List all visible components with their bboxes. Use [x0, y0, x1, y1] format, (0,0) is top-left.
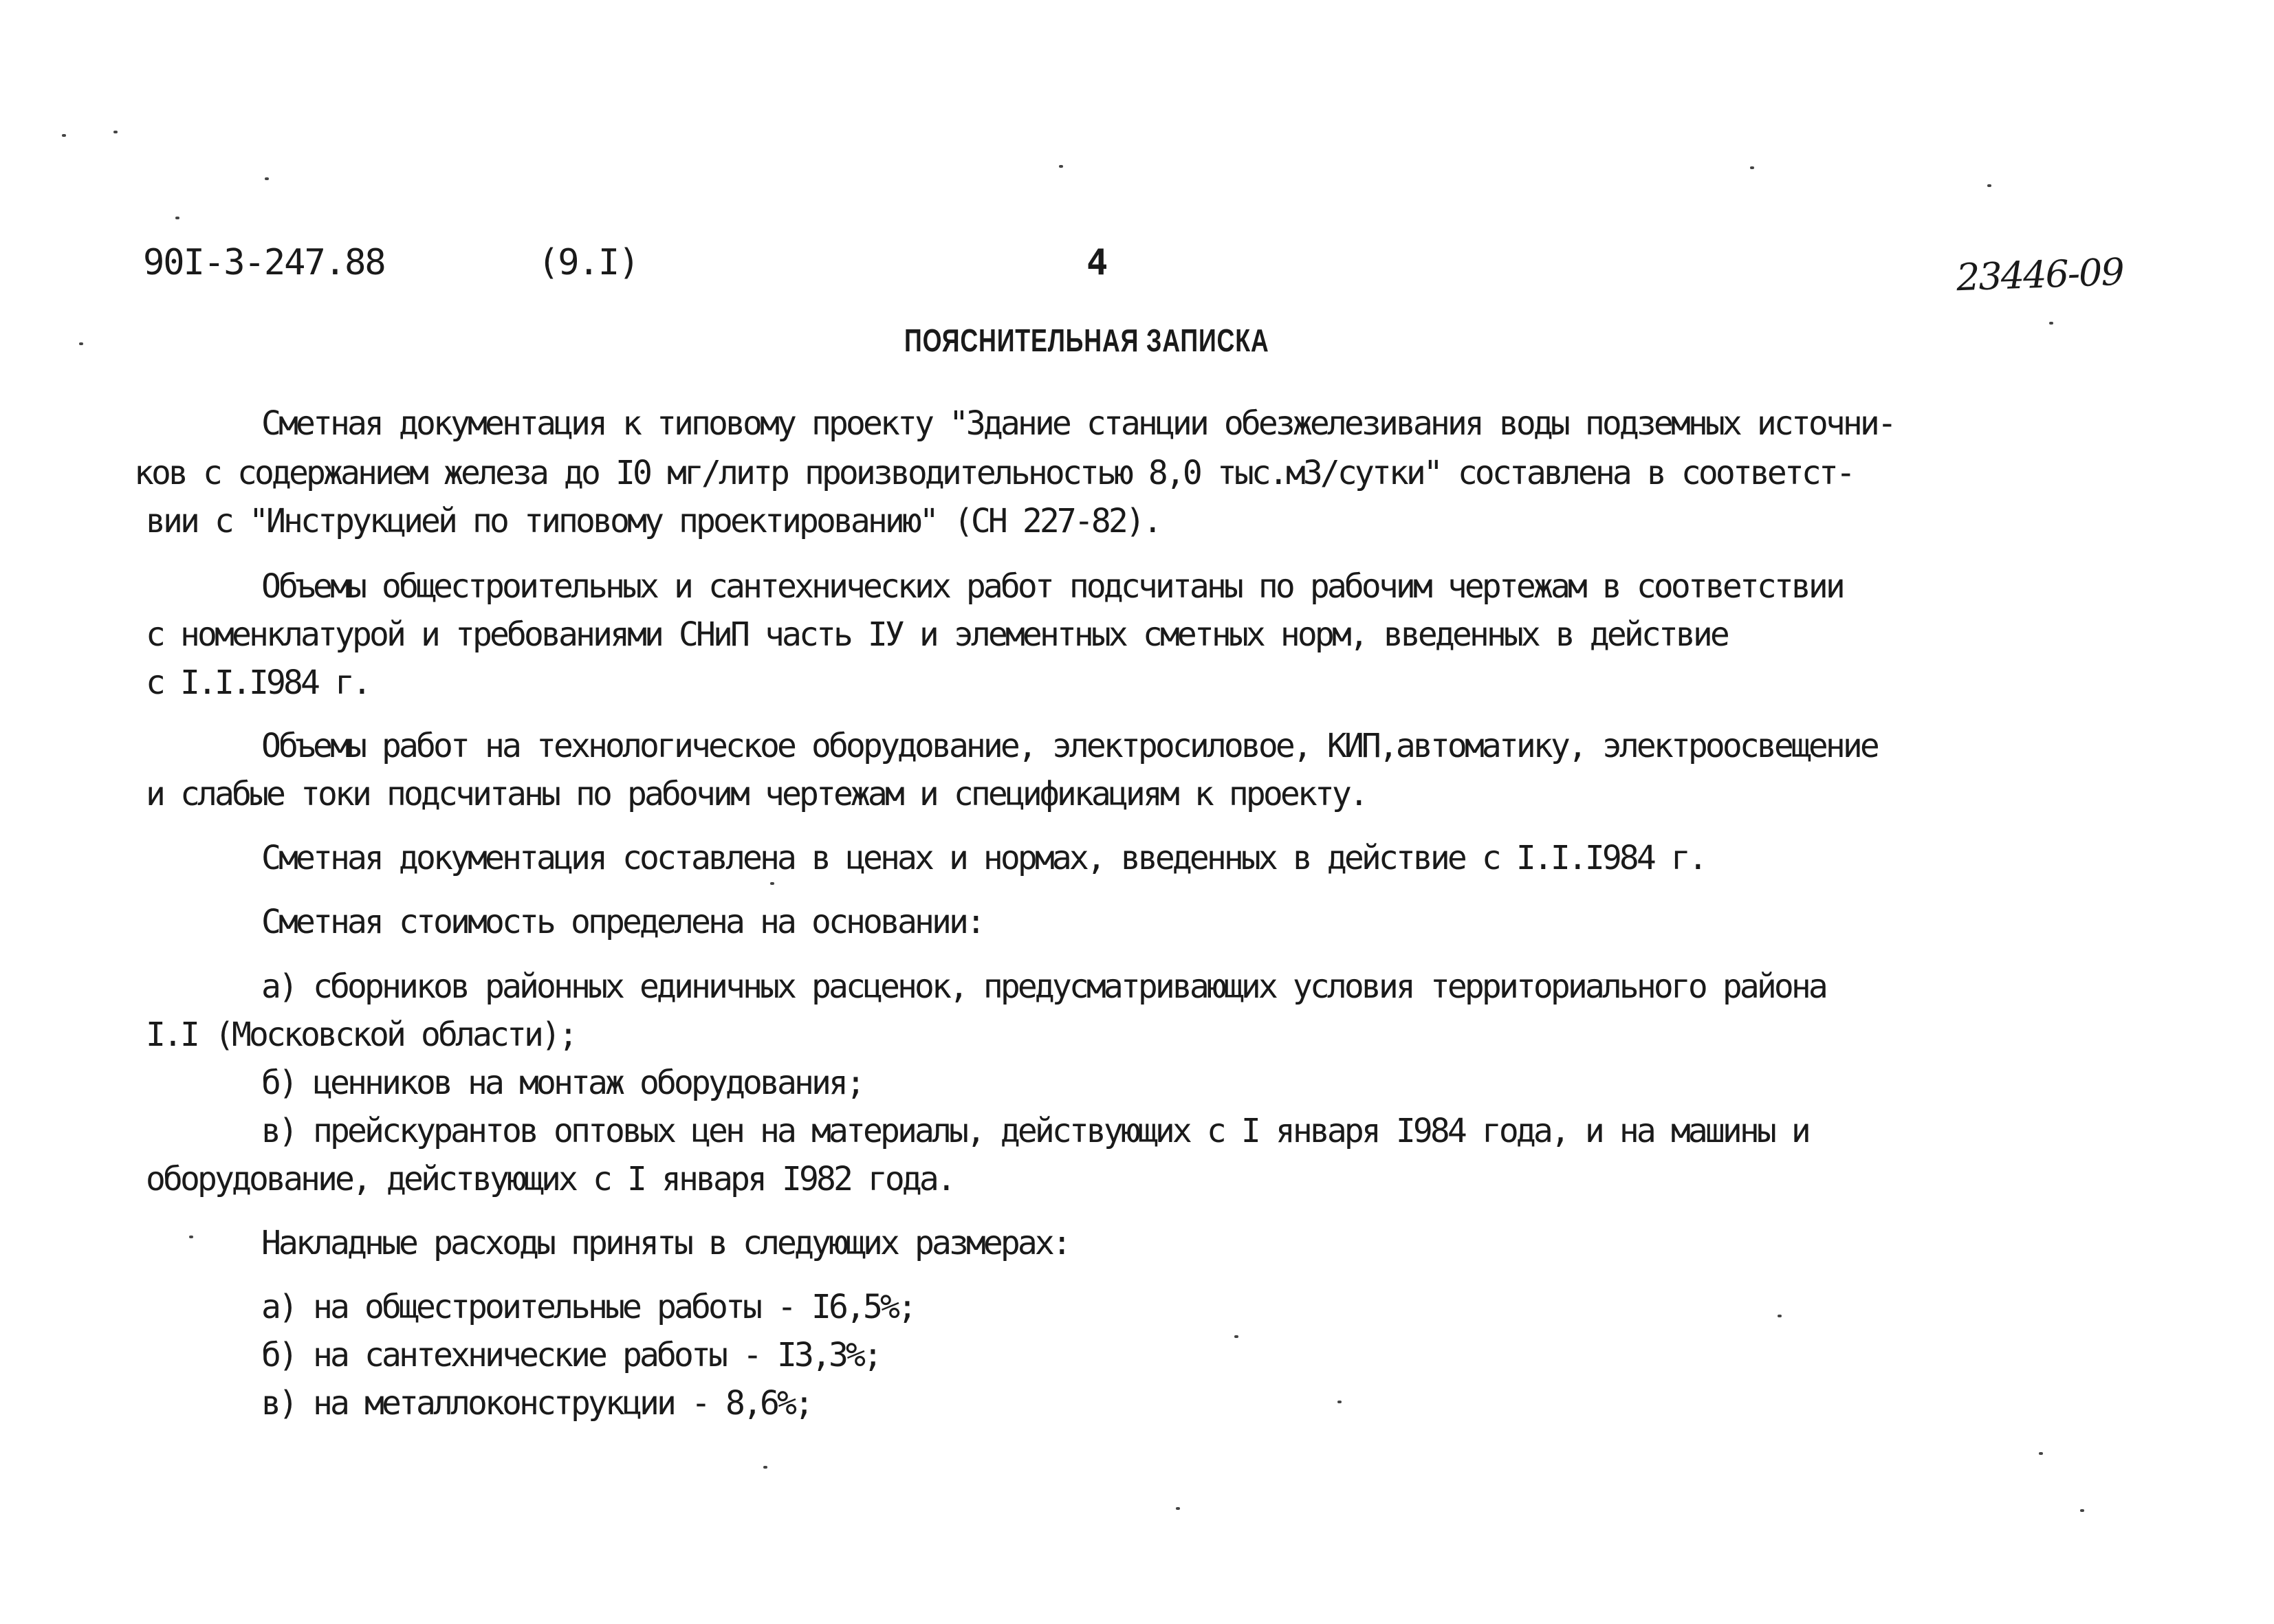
scan-speck [1234, 1335, 1238, 1338]
scan-speck [1059, 165, 1063, 168]
text-line: с I.I.I984 г. [146, 663, 369, 702]
scan-speck [1987, 184, 1991, 187]
scan-speck [2049, 322, 2053, 325]
scan-speck [1337, 1401, 1342, 1403]
text-line: Объемы работ на технологическое оборудование, электросиловое, КИП,автоматику, электроосвещение [261, 727, 1877, 765]
scan-speck [1750, 166, 1754, 169]
text-line: оборудование, действующих с I января I982 года. [146, 1160, 954, 1198]
section-number: (9.I) [538, 242, 639, 283]
text-line: и слабые токи подсчитаны по рабочим чертежам и спецификациям к проекту. [146, 775, 1366, 813]
scan-speck [2080, 1509, 2084, 1512]
scan-speck [189, 1236, 193, 1238]
text-line: а) сборников районных единичных расценок, предусматривающих условия территориального района [261, 967, 1826, 1006]
scan-speck [1176, 1507, 1180, 1510]
text-line: в) прейскурантов оптовых цен на материалы, действующих с I января I984 года, и на машины и [261, 1112, 1808, 1150]
text-line: б) на сантехнические работы - I3,3%; [261, 1336, 880, 1374]
text-line: Объемы общестроительных и сантехнических работ подсчитаны по рабочим чертежам в соответствии [261, 567, 1843, 606]
text-line: б) ценников на монтаж оборудования; [261, 1064, 863, 1102]
scan-speck [1778, 1315, 1782, 1317]
scan-speck [2039, 1452, 2043, 1455]
scan-speck [79, 342, 83, 345]
text-line: Накладные расходы приняты в следующих размерах: [261, 1224, 1069, 1262]
text-line: Сметная стоимость определена на основании: [261, 903, 983, 941]
text-line: ков с содержанием железа до I0 мг/литр производительностью 8,0 тыс.м3/сутки" составлена в соответст- [134, 454, 1853, 492]
scan-speck [175, 217, 179, 219]
text-line: I.I (Московской области); [146, 1016, 576, 1054]
scan-speck [62, 134, 66, 137]
scan-speck [113, 131, 118, 133]
text-line: с номенклатурой и требованиями СНиП часть IУ и элементных сметных норм, введенных в действие [146, 615, 1727, 654]
page-number: 4 [1086, 242, 1107, 283]
archive-number: 23446-09 [1955, 250, 2124, 300]
text-line: а) на общестроительные работы - I6,5%; [261, 1288, 915, 1326]
scan-speck [763, 1466, 767, 1469]
scan-speck [265, 177, 269, 180]
page-title: ПОЯСНИТЕЛЬНАЯ ЗАПИСКА [904, 322, 1269, 358]
scan-speck [770, 882, 774, 885]
text-line: Сметная документация составлена в ценах и нормах, введенных в действие с I.I.I984 г. [261, 839, 1705, 877]
text-line: Сметная документация к типовому проекту "Здание станции обезжелезивания воды подземных источни- [261, 404, 1894, 443]
text-line: вии с "Инструкцией по типовому проектированию" (СН 227-82). [146, 502, 1160, 540]
document-code: 90I-3-247.88 [143, 242, 385, 283]
text-line: в) на металлоконструкции - 8,6%; [261, 1384, 811, 1423]
